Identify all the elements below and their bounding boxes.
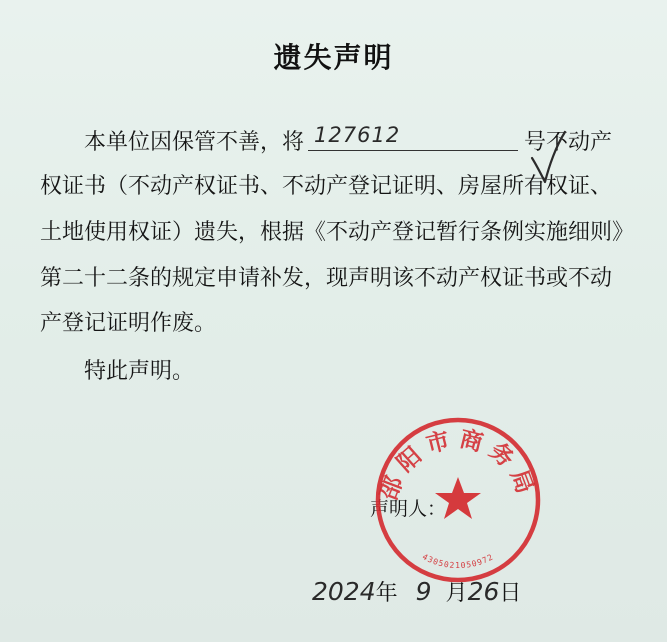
paragraph-line-2: 权证书（不动产权证书、不动产登记证明、房屋所有权证、 xyxy=(40,174,613,199)
paragraph-line-4: 第二十二条的规定申请补发，现声明该不动产权证书或不动 xyxy=(40,266,613,291)
date-year: 2024 xyxy=(312,577,376,606)
line1-text-after: 号不动产 xyxy=(524,130,613,155)
date-day: 26 xyxy=(467,577,500,606)
date-month-unit: 月 xyxy=(445,581,468,606)
closing-statement: 特此声明。 xyxy=(84,359,195,384)
declaration-date xyxy=(312,576,521,607)
svg-text:4305021050972: 4305021050972 xyxy=(420,552,496,571)
date-month: 9 xyxy=(415,577,432,606)
official-seal-stamp xyxy=(373,415,543,585)
certificate-number-blank xyxy=(308,123,518,151)
signer-label: 声明人： xyxy=(370,498,447,520)
date-year-unit: 年 xyxy=(375,581,398,606)
document-title: 遗失声明 xyxy=(273,41,394,74)
certificate-number: 127612 xyxy=(314,123,401,147)
handwritten-checkmark-icon xyxy=(528,128,568,186)
paragraph-line-3: 土地使用权证）遗失，根据《不动产登记暂行条例实施细则》 xyxy=(40,220,635,245)
line1-text-before: 本单位因保管不善，将 xyxy=(84,130,305,155)
paragraph-line-5: 产登记证明作废。 xyxy=(40,311,217,336)
date-day-unit: 日 xyxy=(499,581,522,606)
svg-text:邵阳市商务局: 邵阳市商务局 xyxy=(375,426,541,504)
